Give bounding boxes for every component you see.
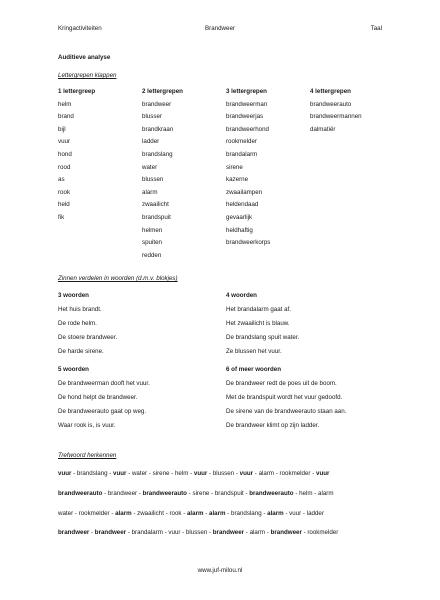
word-item: gevaarlijk	[226, 213, 253, 221]
separator: -	[126, 470, 132, 477]
keyword-word: water	[131, 470, 148, 477]
word-item: heldhaftig	[226, 226, 253, 234]
header-right: Taal	[370, 25, 382, 32]
sentence-line: De brandweer redt de poes uit de boom.	[226, 380, 337, 387]
page-footer: www.juf-milou.nl	[197, 567, 243, 574]
sentence-block	[226, 366, 396, 436]
separator: -	[137, 490, 143, 497]
word-item: brandspuit	[142, 213, 171, 221]
keyword-word: rookmelder	[307, 529, 339, 536]
section-heading-lettergrepen: Lettergrepen klappen	[58, 72, 117, 79]
keyword-bold: alarm	[209, 510, 226, 517]
keyword-bold: brandweer	[212, 529, 245, 536]
separator: -	[203, 510, 209, 517]
sentence-line: De brandweerauto gaat op weg.	[58, 408, 147, 415]
keyword-row	[58, 470, 329, 477]
word-item: brandweerman	[226, 100, 268, 108]
separator: -	[131, 510, 138, 517]
keyword-bold: alarm	[267, 510, 284, 517]
word-item: brandweermannen	[310, 113, 362, 121]
word-item: fik	[58, 213, 65, 221]
sentence-line: De brandweerman dooft het vuur.	[58, 380, 150, 387]
word-item: brandweer	[142, 100, 172, 108]
section-heading-trefwoord: Trefwoord herkennen	[58, 452, 117, 459]
keyword-word: rookmelder	[279, 470, 311, 477]
keyword-word: sirene	[192, 490, 210, 497]
word-item: spuiten	[142, 239, 162, 247]
sentence-block	[226, 292, 396, 362]
keyword-row	[58, 510, 324, 517]
keyword-bold: vuur	[239, 470, 254, 477]
keyword-bold: brandweerauto	[142, 490, 187, 497]
sentence-line: De harde sirene.	[58, 348, 104, 355]
keyword-bold: brandweerauto	[249, 490, 294, 497]
keyword-row	[58, 529, 338, 536]
separator: -	[126, 529, 132, 536]
keyword-word: helm	[299, 490, 313, 497]
syllable-column	[58, 88, 148, 227]
keyword-bold: brandweer	[58, 529, 90, 536]
word-item: heldendaad	[226, 201, 259, 209]
separator: -	[310, 470, 316, 477]
word-item: brandweerhond	[226, 125, 270, 133]
keyword-word: zwaailicht	[137, 510, 164, 517]
sentence-line: Waar rook is, is vuur.	[58, 422, 116, 429]
word-item: brandalarm	[226, 150, 258, 158]
sentence-line: De hond helpt de brandweer.	[58, 394, 138, 401]
separator: -	[261, 510, 268, 517]
word-item: ladder	[142, 138, 160, 146]
keyword-word: brandspuit	[214, 490, 244, 497]
header-left: Kringactiviteiten	[58, 25, 102, 32]
separator: -	[312, 490, 319, 497]
block-heading: 6 of meer woorden	[226, 366, 282, 373]
separator: -	[283, 510, 290, 517]
separator: -	[209, 490, 215, 497]
keyword-bold: vuur	[316, 470, 330, 477]
sentence-line: De brandweer klimt op zijn ladder.	[226, 422, 320, 429]
separator: -	[274, 470, 280, 477]
word-item: bijl	[58, 125, 66, 133]
word-item: rood	[58, 163, 71, 171]
separator: -	[293, 490, 300, 497]
word-item: brand	[58, 113, 74, 121]
keyword-bold: alarm	[115, 510, 132, 517]
separator: -	[301, 529, 308, 536]
keyword-bold: vuur	[193, 470, 208, 477]
page-header	[58, 25, 382, 35]
separator: -	[169, 470, 175, 477]
document-title: Auditieve analyse	[58, 54, 111, 61]
word-item: as	[58, 176, 65, 184]
word-item: water	[142, 163, 158, 171]
word-item: dalmatiër	[310, 125, 336, 133]
word-item: rook	[58, 188, 71, 196]
separator: -	[180, 529, 186, 536]
separator: -	[301, 510, 307, 517]
word-item: brandweerauto	[310, 100, 352, 108]
word-item: kazerne	[226, 176, 249, 184]
block-heading: 4 woorden	[226, 292, 257, 299]
keyword-word: alarm	[318, 490, 334, 497]
keyword-word: vuur	[168, 529, 181, 536]
syllable-column	[310, 88, 400, 138]
column-heading: 1 lettergreep	[58, 88, 96, 95]
separator: -	[207, 470, 213, 477]
sentence-line: Het brandalarm gaat af.	[226, 306, 292, 313]
keyword-word: brandalarm	[131, 529, 163, 536]
word-item: brandweerjas	[226, 113, 264, 121]
column-heading: 2 lettergrepen	[142, 88, 183, 95]
word-item: helm	[58, 100, 72, 108]
keyword-word: sirene	[152, 470, 170, 477]
separator: -	[234, 470, 240, 477]
word-item: rookmelder	[226, 138, 257, 146]
keyword-word: ladder	[306, 510, 324, 517]
sentence-line: De sirene van de brandweerauto staan aan.	[226, 408, 347, 415]
sentence-block	[58, 292, 228, 362]
word-item: blusser	[142, 113, 162, 121]
syllable-column	[142, 88, 232, 264]
separator: -	[163, 510, 170, 517]
sentence-line: Met de brandspuit wordt het vuur gedoofd.	[226, 394, 343, 401]
separator: -	[89, 529, 95, 536]
separator: -	[162, 529, 169, 536]
separator: -	[186, 490, 193, 497]
block-heading: 5 woorden	[58, 366, 89, 373]
separator: -	[181, 510, 187, 517]
separator: -	[102, 490, 108, 497]
keyword-word: blussen	[185, 529, 208, 536]
sentence-block	[58, 366, 228, 436]
keyword-word: alarm	[249, 529, 266, 536]
syllable-column	[226, 88, 316, 252]
separator: -	[244, 529, 250, 536]
separator: -	[253, 470, 259, 477]
separator: -	[147, 470, 153, 477]
sentence-line: Ze blussen het vuur.	[226, 348, 282, 355]
separator: -	[71, 470, 77, 477]
keyword-word: blussen	[212, 470, 235, 477]
keyword-word: alarm	[258, 470, 275, 477]
separator: -	[265, 529, 271, 536]
sentence-line: De rode helm.	[58, 320, 97, 327]
word-item: brandweerkorps	[226, 239, 271, 247]
word-item: brandslang	[142, 150, 173, 158]
word-item: alarm	[142, 188, 158, 196]
keyword-bold: vuur	[113, 470, 127, 477]
word-item: blussen	[142, 176, 164, 184]
section-heading-zinnen: Zinnen verdelen in woorden (d.m.v. blokjes)	[58, 275, 178, 282]
keyword-word: brandweer	[107, 490, 138, 497]
keyword-word: water	[58, 510, 74, 517]
keyword-bold: vuur	[58, 470, 72, 477]
keyword-word: helm	[174, 470, 189, 477]
column-heading: 4 lettergrepen	[310, 88, 351, 95]
word-item: hond	[58, 150, 72, 158]
word-item: redden	[142, 251, 162, 259]
keyword-word: rook	[169, 510, 182, 517]
word-item: sirene	[226, 163, 243, 171]
sentence-line: Het zwaailicht is blauw.	[226, 320, 290, 327]
word-item: zwaailicht	[142, 201, 169, 209]
separator: -	[207, 529, 213, 536]
sentence-line: De stoere brandweer.	[58, 334, 118, 341]
word-item: vuur	[58, 138, 71, 146]
keyword-bold: alarm	[186, 510, 204, 517]
separator: -	[225, 510, 232, 517]
keyword-word: rookmelder	[78, 510, 110, 517]
separator: -	[243, 490, 250, 497]
block-heading: 3 woorden	[58, 292, 89, 299]
keyword-bold: brandweer	[270, 529, 302, 536]
keyword-bold: brandweerauto	[58, 490, 103, 497]
separator: -	[188, 470, 194, 477]
separator: -	[109, 510, 116, 517]
separator: -	[107, 470, 114, 477]
word-item: zwaailampen	[226, 188, 263, 196]
keyword-bold: brandweer	[94, 529, 127, 536]
keyword-word: vuur	[289, 510, 302, 517]
header-center: Brandweer	[205, 25, 235, 32]
word-item: helmen	[142, 226, 163, 234]
word-item: held	[58, 201, 70, 209]
separator: -	[73, 510, 79, 517]
sentence-line: De brandslang spuit water.	[226, 334, 300, 341]
sentence-line: Het huis brandt.	[58, 306, 102, 313]
column-heading: 3 lettergrepen	[226, 88, 267, 95]
keyword-word: brandslang	[231, 510, 262, 517]
keyword-word: brandslang	[76, 470, 108, 477]
keyword-row	[58, 490, 334, 497]
word-item: brandkraan	[142, 125, 174, 133]
